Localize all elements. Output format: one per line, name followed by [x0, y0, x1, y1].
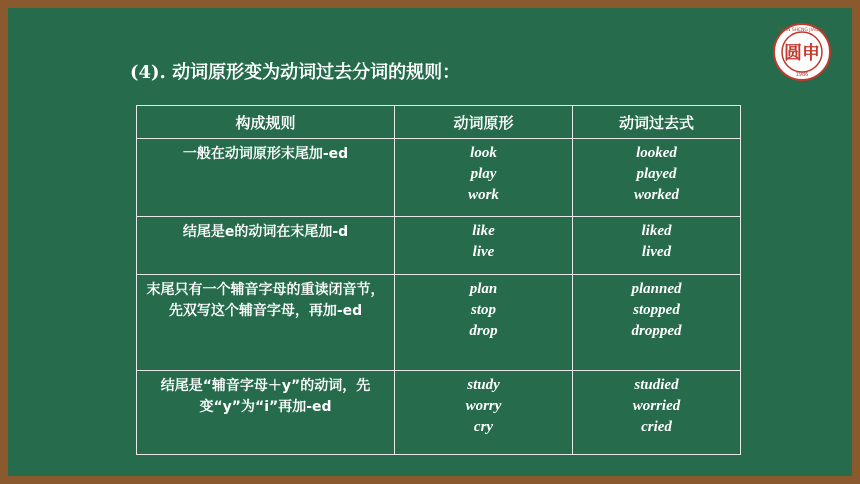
header-rule: 构成规则 — [137, 106, 395, 139]
base-word: cry — [473, 419, 494, 435]
past-word: played — [636, 166, 677, 182]
rule-text: 结尾是“辅音字母＋y”的动词，先变“y”为“i”再加-ed — [137, 371, 395, 455]
table-row — [137, 275, 741, 371]
past-word: dropped — [631, 323, 682, 339]
base-word: study — [467, 377, 500, 393]
table-header-row — [137, 106, 741, 139]
base-word: worry — [465, 398, 502, 414]
header-past-tense: 动词过去式 — [573, 106, 741, 139]
past-word: planned — [631, 281, 682, 297]
base-word: play — [470, 166, 497, 182]
past-word: cried — [641, 419, 672, 435]
base-forms — [395, 275, 573, 371]
header-base-form: 动词原形 — [395, 106, 573, 139]
page-heading: (4). 动词原形变为动词过去分词的规则： — [130, 62, 461, 83]
school-seal-icon — [772, 22, 832, 82]
base-word: live — [472, 244, 495, 260]
rule-text: 一般在动词原形末尾加-ed — [137, 139, 395, 217]
past-word: lived — [641, 244, 672, 260]
base-word: look — [470, 145, 497, 161]
past-word: looked — [636, 145, 677, 161]
base-forms — [395, 371, 573, 455]
base-word: stop — [470, 302, 496, 318]
past-word: stopped — [633, 302, 680, 318]
past-forms — [573, 371, 741, 455]
table-row — [137, 139, 741, 217]
past-word: worked — [634, 187, 679, 203]
table-row — [137, 371, 741, 455]
rule-text: 结尾是e的动词在末尾加-d — [137, 217, 395, 275]
table-row — [137, 217, 741, 275]
rule-text: 末尾只有一个辅音字母的重读闭音节，先双写这个辅音字母，再加-ed — [137, 275, 395, 371]
past-forms — [573, 275, 741, 371]
seal-top-text: YUAN SHENG JIAO YU — [778, 28, 826, 33]
base-word: drop — [469, 323, 498, 339]
past-word: studied — [634, 377, 679, 393]
seal-center-text: 圆申 — [784, 43, 820, 64]
past-forms — [573, 217, 741, 275]
base-forms — [395, 217, 573, 275]
base-word: like — [472, 223, 495, 239]
past-forms — [573, 139, 741, 217]
past-word: liked — [641, 223, 672, 239]
seal-year-text: 1986 — [795, 72, 809, 78]
rules-table — [136, 105, 741, 455]
past-word: worried — [632, 398, 681, 414]
base-word: plan — [469, 281, 498, 297]
base-forms — [395, 139, 573, 217]
base-word: work — [468, 187, 499, 203]
